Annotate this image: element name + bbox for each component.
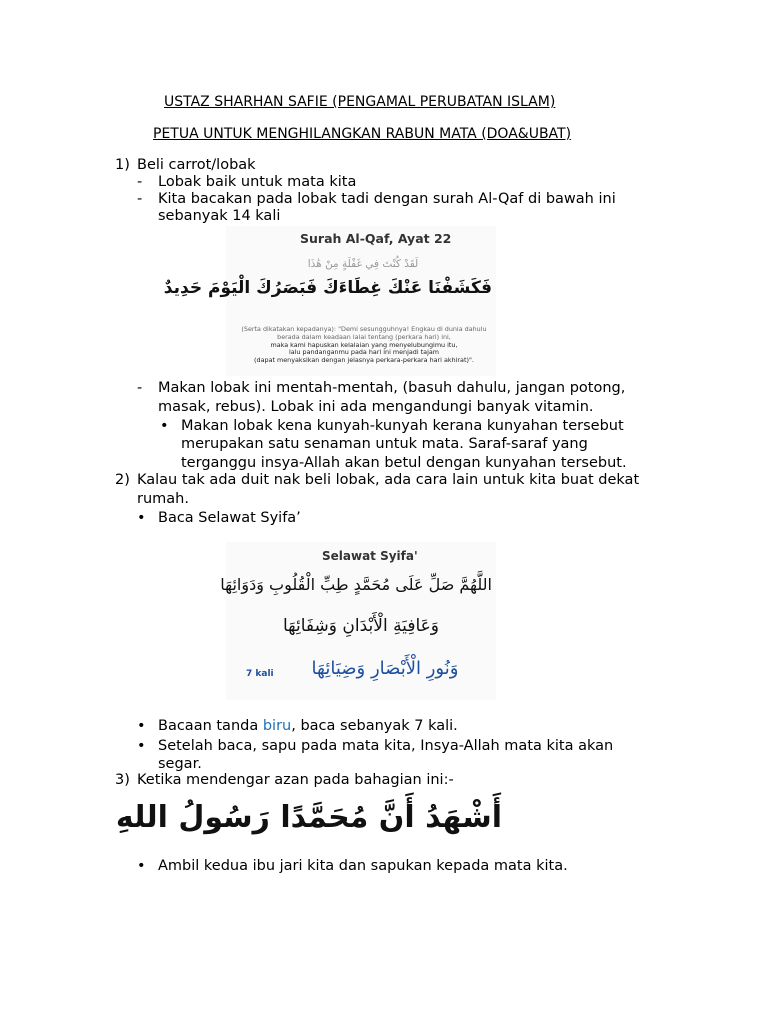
section-1-number: 1): [115, 157, 130, 173]
bullet-marker: •: [137, 718, 146, 734]
bullet-marker: •: [137, 510, 146, 526]
dash-marker: -: [137, 191, 143, 207]
arabic-verse-small: لَقَدْ كُنْتَ فِي غَفْلَةٍ مِنْ هَٰذَا: [307, 258, 419, 270]
s2-bullet-1: Baca Selawat Syifa’: [158, 510, 301, 526]
section-2-line-1: Kalau tak ada duit nak beli lobak, ada cara lain untuk kita buat dekat: [137, 472, 640, 488]
verse-translation: (Serta dikatakan kepadanya): "Demi sesungguhnya! Engkau di dunia dahulu berada dalam keadaan lalai tentang (perkara hari) ini, maka kami hapuskan kelalaian yang menyelubungimu itu, lalu pandanganmu pada hari ini menjadi tajam (dapat menyaksikan dengan jelasnya perkara-perkara hari akhirat)".: [241, 325, 487, 365]
s1-dash-3-line-2: masak, rebus). Lobak ini ada mengandungi banyak vitamin.: [158, 399, 594, 415]
selawat-line-2: وَعَافِيَةِ الْأَبْدَانِ وَشِفَائِهَا: [283, 616, 439, 636]
dash-marker: -: [137, 174, 143, 190]
section-2-number: 2): [115, 472, 130, 488]
shahadah-calligraphy-image: [115, 792, 502, 848]
highlight-biru: biru: [262, 718, 292, 734]
dash-marker: -: [137, 380, 143, 396]
s1-dash-2-line-1: Kita bacakan pada lobak tadi dengan surah Al-Qaf di bawah ini: [158, 191, 616, 207]
section-3-heading: Ketika mendengar azan pada bahagian ini:-: [137, 772, 454, 788]
selawat-caption: Selawat Syifa': [322, 549, 418, 563]
s3-bullet-1: Ambil kedua ibu jari kita dan sapukan kepada mata kita.: [158, 858, 568, 874]
section-1-heading: Beli carrot/lobak: [137, 157, 256, 173]
section-3-number: 3): [115, 772, 130, 788]
surah-al-qaf-image: [163, 226, 496, 376]
section-2-line-2: rumah.: [137, 491, 189, 507]
s1-sub-bullet-line-2: merupakan satu senaman untuk mata. Saraf-saraf yang: [181, 436, 588, 452]
s1-dash-2-line-2: sebanyak 14 kali: [158, 208, 281, 224]
s1-sub-bullet-line-1: Makan lobak kena kunyah-kunyah kerana kunyahan tersebut: [181, 418, 624, 434]
s1-dash-3-line-1: Makan lobak ini mentah-mentah, (basuh dahulu, jangan potong,: [158, 380, 626, 396]
s1-sub-bullet-line-3: terganggu insya-Allah akan betul dengan kunyahan tersebut.: [181, 455, 627, 471]
selawat-count: 7 kali: [246, 669, 274, 679]
s2-bullet-2: Bacaan tanda biru, baca sebanyak 7 kali.: [158, 718, 458, 734]
bullet-marker: •: [160, 418, 169, 434]
selawat-line-3: وَنُورِ الْأَبْصَارِ وَضِيَائِهَا: [311, 658, 459, 679]
bullet-marker: •: [137, 738, 146, 754]
surah-caption: Surah Al-Qaf, Ayat 22: [300, 231, 452, 246]
s2-bullet-3-line-1: Setelah baca, sapu pada mata kita, Insya-Allah mata kita akan: [158, 738, 614, 754]
shahadah-calligraphy: أَشْهَدُ أَنَّ مُحَمَّدًا رَسُولُ اللهِ: [115, 800, 502, 835]
doc-title-topic: PETUA UNTUK MENGHILANGKAN RABUN MATA (DOA&UBAT): [153, 126, 572, 142]
bullet-marker: •: [137, 858, 146, 874]
s1-dash-1: Lobak baik untuk mata kita: [158, 174, 357, 190]
s2-bullet-3-line-2: segar.: [158, 756, 202, 772]
selawat-line-1: اللَّهُمَّ صَلِّ عَلَى مُحَمَّدٍ طِبِّ الْقُلُوبِ وَدَوَائِهَا: [220, 575, 492, 594]
arabic-verse-large: فَكَشَفْنَا عَنْكَ غِطَاءَكَ فَبَصَرُكَ الْيَوْمَ حَدِيدٌ: [163, 278, 492, 298]
selawat-syifa-image: [220, 542, 496, 700]
doc-title-author: USTAZ SHARHAN SAFIE (PENGAMAL PERUBATAN ISLAM): [164, 94, 556, 110]
